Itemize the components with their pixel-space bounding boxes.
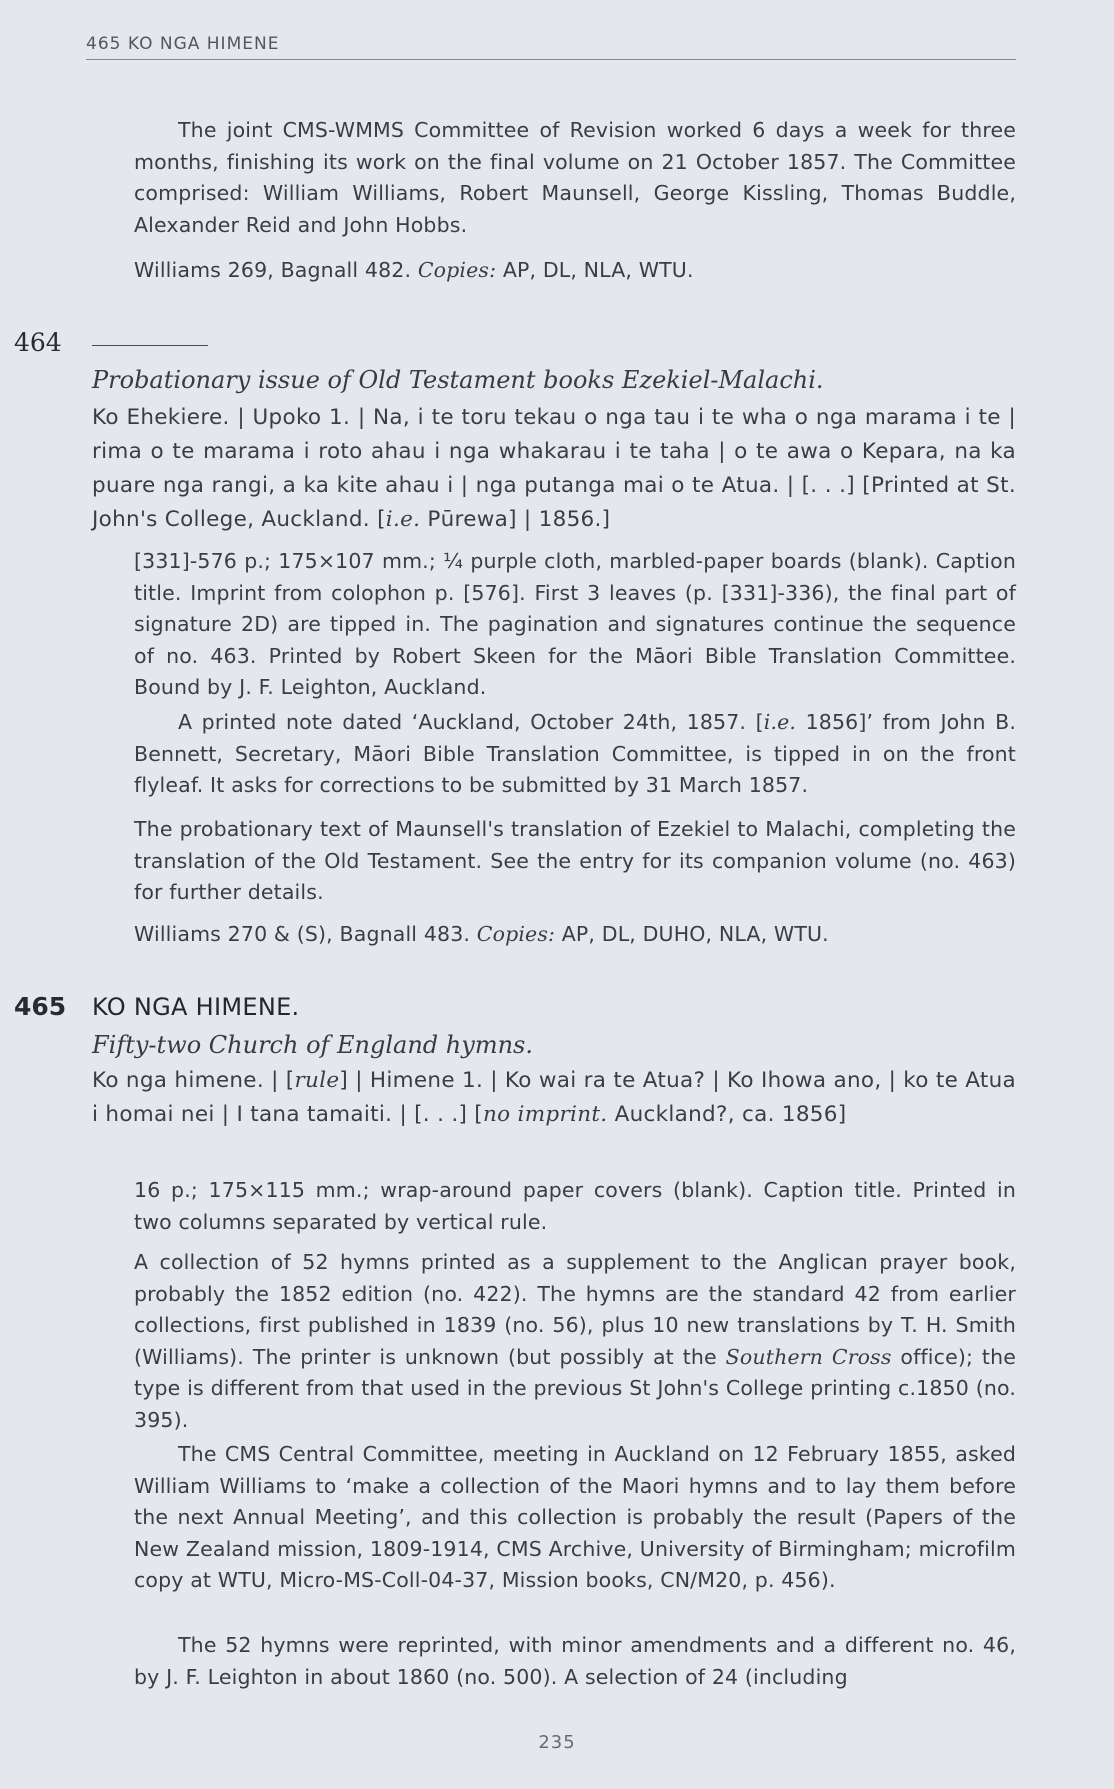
- references-text: Williams 269, Bagnall 482.: [134, 258, 412, 282]
- entry-number-465: 465: [14, 992, 67, 1021]
- entry-464-references: [134, 919, 1016, 951]
- entry-number-464: 464: [14, 328, 62, 357]
- page-number: 235: [538, 1732, 576, 1753]
- description-text-end: office); the type is different from that used in the previous St John's College printing c.1850 (no. 395).: [134, 1344, 1016, 1432]
- copies-label: Copies:: [476, 922, 556, 946]
- entry-464-note: [134, 707, 1016, 802]
- committee-paragraph: The joint CMS-WMMS Committee of Revision worked 6 days a week for three months, finishing its work on the final volume on 21 October 1857. The Committee comprised: William Williams, Robert Maunsell, George Kissling, Thomas Buddle, Alexander Reid and John Hobbs.: [134, 118, 1016, 237]
- ie-abbrev: i.e.: [385, 507, 421, 532]
- entry-465-subtitle: Fifty-two Church of England hymns.: [92, 1031, 533, 1059]
- running-head: 465 KO NGA HIMENE: [86, 34, 1016, 60]
- transcription-text-end: Pūrewa] | 1856.]: [420, 507, 611, 532]
- copies-list: AP, DL, NLA, WTU.: [502, 258, 694, 282]
- transcription-text: Ko Ehekiere. | Upoko 1. | Na, i te toru tekau o nga tau i te wha o nga marama i te | rima o te marama i roto ahau i nga whakarau i te taha | o te awa o Kepara, na ka puare nga rangi, a ka kite ahau i | nga putanga mai o te Atua. | [. . .] [Printed at St. John's College, Auckland. [: [92, 405, 1016, 532]
- entry-464-physical-description: [331]-576 p.; 175×107 mm.; ¼ purple cloth, marbled-paper boards (blank). Caption title. Imprint from colophon p. [576]. First 3 leaves (p. [331]-336), the final part of signature 2D) are tipped in. The pagination and signatures continue the sequence of no. 463. Printed by Robert Skeen for the Māori Bible Translation Committee. Bound by J. F. Leighton, Auckland.: [134, 549, 1016, 699]
- copies-list: AP, DL, DUHO, NLA, WTU.: [561, 922, 829, 946]
- transcription-text: Ko nga himene. | [: [92, 1068, 295, 1093]
- note-text-end: 1856]’ from John B. Bennett, Secretary, Māori Bible Translation Committee, is tipped in on the front flyleaf. It asks for corrections to be submitted by 31 March 1857.: [134, 710, 1016, 797]
- copies-label: Copies:: [417, 258, 497, 282]
- no-imprint-note: no imprint.: [483, 1102, 608, 1127]
- transcription-text-mid: ] | Himene 1. | Ko wai ra te Atua? | Ko Ihowa ano, | ko te Atua i homai nei | I tana tamaiti. | [. . .] [: [92, 1068, 1016, 1127]
- references-463: [134, 255, 1016, 287]
- ie-abbrev: i.e.: [763, 710, 797, 734]
- entry-464-transcription: [92, 401, 1016, 537]
- references-text: Williams 270 & (S), Bagnall 483.: [134, 922, 471, 946]
- entry-465-physical-description: 16 p.; 175×115 mm.; wrap-around paper covers (blank). Caption title. Printed in two columns separated by vertical rule.: [134, 1178, 1016, 1234]
- entry-464-subtitle: Probationary issue of Old Testament books Ezekiel-Malachi.: [92, 366, 824, 394]
- rule-note: rule: [294, 1068, 340, 1093]
- entry-465-title: KO NGA HIMENE.: [92, 993, 300, 1021]
- entry-465-description-3: The 52 hymns were reprinted, with minor amendments and a different no. 46, by J. F. Leighton in about 1860 (no. 500). A selection of 24 (including: [134, 1633, 1016, 1689]
- newspaper-name: Southern Cross: [725, 1344, 892, 1369]
- note-text: A printed note dated ‘Auckland, October 24th, 1857. [: [178, 710, 764, 734]
- entry-465-description-1: [134, 1247, 1016, 1436]
- entry-title-dash: [92, 345, 208, 346]
- transcription-text-end: Auckland?, ca. 1856]: [607, 1102, 847, 1127]
- entry-465-description-2: The CMS Central Committee, meeting in Auckland on 12 February 1855, asked William Williams to ‘make a collection of the Maori hymns and to lay them before the next Annual Meeting’, and this collection is probably the result (Papers of the New Zealand mission, 1809-1914, CMS Archive, University of Birmingham; microfilm copy at WTU, Micro-MS-Coll-04-37, Mission books, CN/M20, p. 456).: [134, 1442, 1016, 1592]
- description-text: A collection of 52 hymns printed as a supplement to the Anglican prayer book, probably the 1852 edition (no. 422). The hymns are the standard 42 from earlier collections, first published in 1839 (no. 56), plus 10 new translations by T. H. Smith (Williams). The printer is unknown (but possibly at the: [134, 1250, 1016, 1369]
- entry-465-transcription: [92, 1064, 1016, 1132]
- entry-464-description: The probationary text of Maunsell's translation of Ezekiel to Malachi, completing the translation of the Old Testament. See the entry for its companion volume (no. 463) for further details.: [134, 817, 1016, 904]
